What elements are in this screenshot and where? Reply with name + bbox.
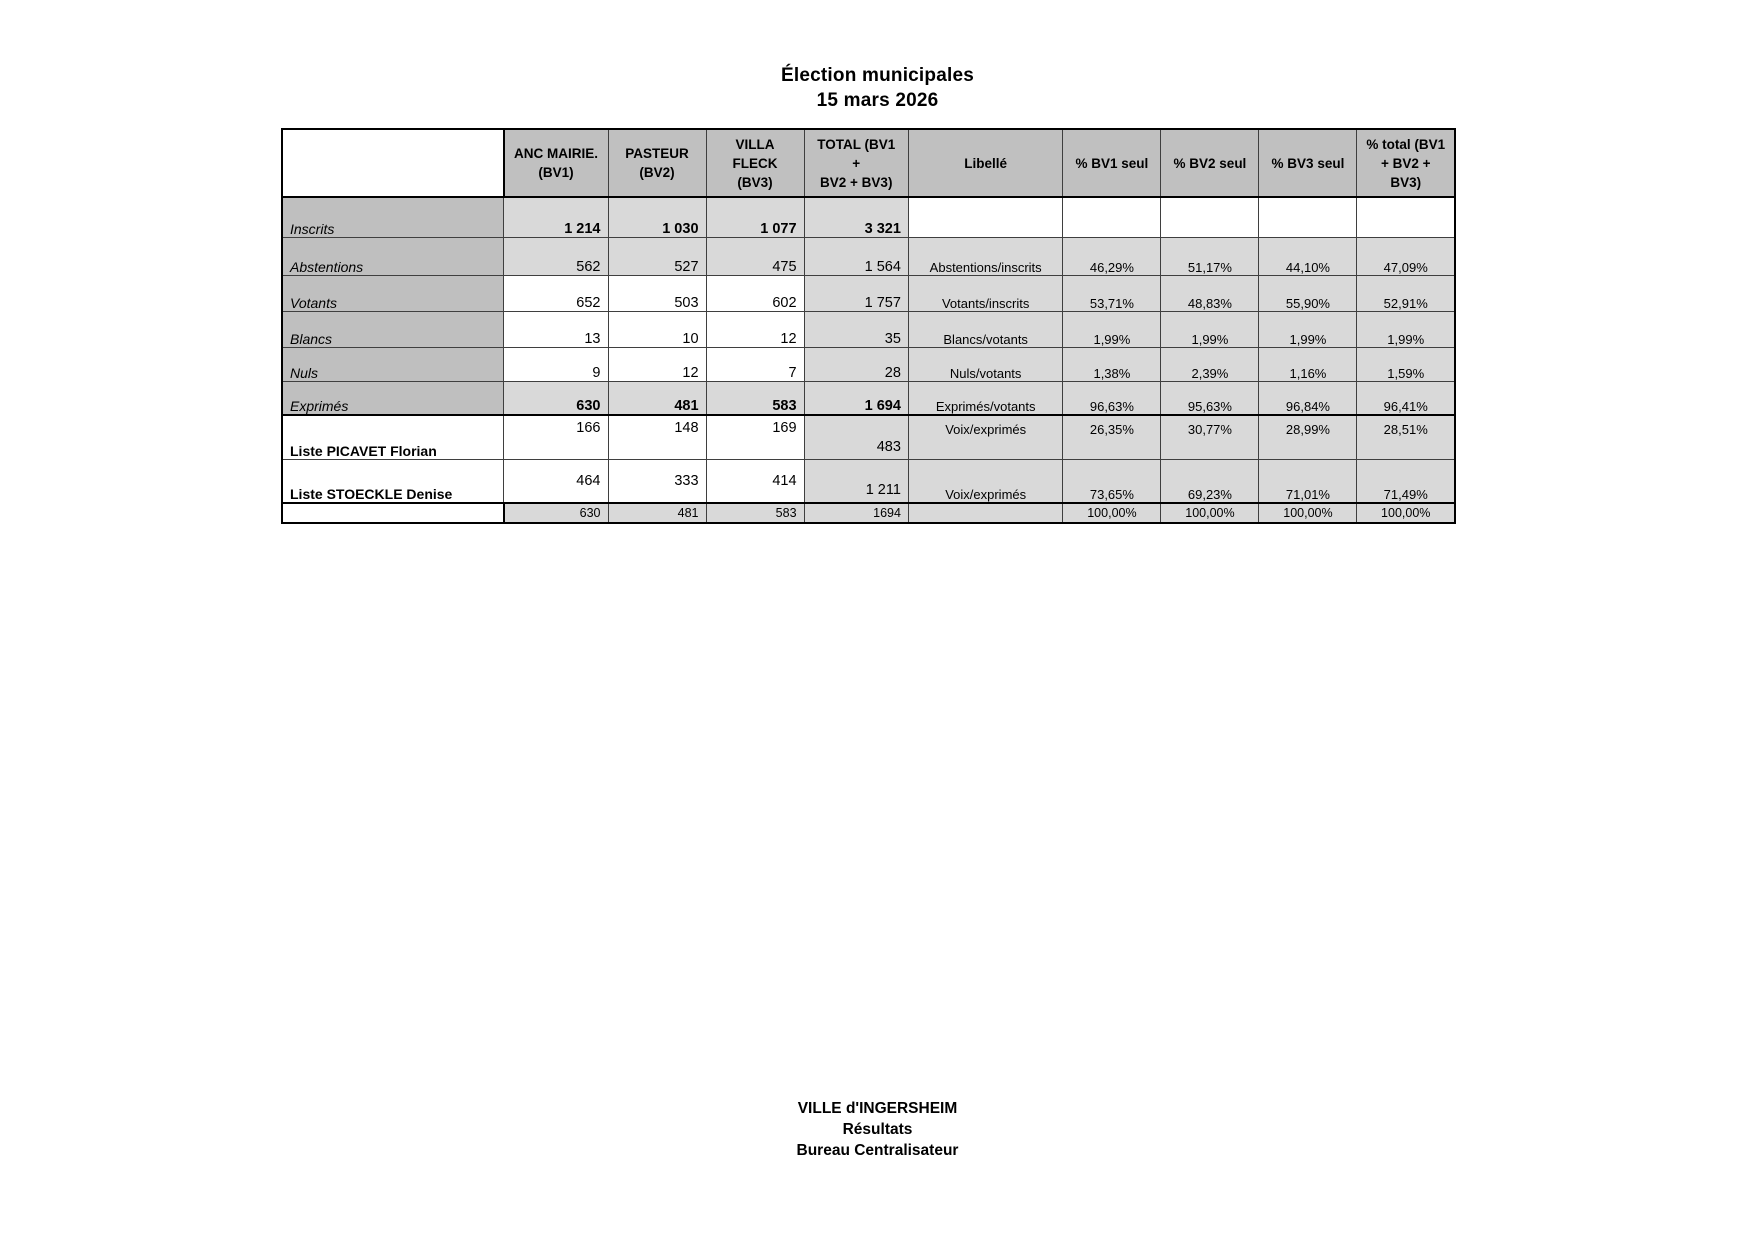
cell-votants-bv1: 652	[504, 275, 608, 311]
header-libelle: Libellé	[908, 129, 1062, 197]
cell-abstentions-pct-bv1: 46,29%	[1063, 237, 1161, 275]
header-bv1-line1: ANC MAIRIE.	[514, 146, 599, 161]
header-bv1	[504, 129, 608, 197]
table-row	[282, 415, 1455, 459]
table-row	[282, 381, 1455, 415]
table-row	[282, 311, 1455, 347]
cell-blancs-total: 35	[804, 311, 908, 347]
row-label-nuls: Nuls	[282, 347, 504, 381]
table-row	[282, 459, 1455, 503]
cell-liste1-pct-bv2: 30,77%	[1161, 415, 1259, 459]
cell-inscrits-bv1: 1 214	[504, 197, 608, 237]
cell-liste1-bv2: 148	[608, 415, 706, 459]
cell-liste2-pct-bv2: 69,23%	[1161, 459, 1259, 503]
cell-liste1-pct-total: 28,51%	[1357, 415, 1455, 459]
cell-exprimes-bv1: 630	[504, 381, 608, 415]
cell-inscrits-bv3: 1 077	[706, 197, 804, 237]
cell-sum-pct-bv3: 100,00%	[1259, 503, 1357, 523]
footer-line1: VILLE d'INGERSHEIM	[797, 1100, 958, 1117]
cell-liste2-pct-total: 71,49%	[1357, 459, 1455, 503]
row-label-inscrits: Inscrits	[282, 197, 504, 237]
cell-liste2-bv2: 333	[608, 459, 706, 503]
cell-blancs-pct-bv1: 1,99%	[1063, 311, 1161, 347]
header-bv2-line1: PASTEUR	[625, 146, 689, 161]
cell-abstentions-pct-total: 47,09%	[1357, 237, 1455, 275]
cell-votants-pct-total: 52,91%	[1357, 275, 1455, 311]
cell-nuls-libelle: Nuls/votants	[908, 347, 1062, 381]
cell-votants-total: 1 757	[804, 275, 908, 311]
cell-nuls-pct-bv3: 1,16%	[1259, 347, 1357, 381]
cell-votants-pct-bv1: 53,71%	[1063, 275, 1161, 311]
cell-liste2-total: 1 211	[804, 459, 908, 503]
cell-liste1-bv3: 169	[706, 415, 804, 459]
cell-sum-pct-bv1: 100,00%	[1063, 503, 1161, 523]
cell-exprimes-bv3: 583	[706, 381, 804, 415]
header-pct-total	[1357, 129, 1455, 197]
cell-inscrits-pct-bv3	[1259, 197, 1357, 237]
cell-abstentions-bv2: 527	[608, 237, 706, 275]
header-bv1-line2: (BV1)	[538, 165, 574, 180]
header-pct-bv3: % BV3 seul	[1259, 129, 1357, 197]
table-row	[282, 197, 1455, 237]
cell-liste2-bv3: 414	[706, 459, 804, 503]
header-bv3	[706, 129, 804, 197]
cell-sum-bv1: 630	[504, 503, 608, 523]
table-row	[282, 275, 1455, 311]
cell-liste1-libelle: Voix/exprimés	[908, 415, 1062, 459]
cell-votants-libelle: Votants/inscrits	[908, 275, 1062, 311]
cell-exprimes-pct-bv3: 96,84%	[1259, 381, 1357, 415]
cell-inscrits-bv2: 1 030	[608, 197, 706, 237]
cell-exprimes-pct-bv2: 95,63%	[1161, 381, 1259, 415]
header-blank	[282, 129, 504, 197]
cell-liste2-libelle: Voix/exprimés	[908, 459, 1062, 503]
cell-votants-pct-bv2: 48,83%	[1161, 275, 1259, 311]
header-pct-total-line2: + BV2 + BV3)	[1380, 155, 1431, 190]
cell-votants-bv2: 503	[608, 275, 706, 311]
header-total-line1: TOTAL (BV1 +	[817, 136, 896, 171]
cell-abstentions-pct-bv3: 44,10%	[1259, 237, 1357, 275]
cell-exprimes-pct-bv1: 96,63%	[1063, 381, 1161, 415]
cell-blancs-libelle: Blancs/votants	[908, 311, 1062, 347]
cell-inscrits-total: 3 321	[804, 197, 908, 237]
cell-liste1-pct-bv3: 28,99%	[1259, 415, 1357, 459]
cell-exprimes-libelle: Exprimés/votants	[908, 381, 1062, 415]
cell-nuls-pct-bv1: 1,38%	[1063, 347, 1161, 381]
table-row	[282, 237, 1455, 275]
page-footer	[0, 1098, 1755, 1161]
cell-liste2-pct-bv3: 71,01%	[1259, 459, 1357, 503]
cell-exprimes-total: 1 694	[804, 381, 908, 415]
cell-nuls-bv2: 12	[608, 347, 706, 381]
cell-sum-label	[282, 503, 504, 523]
footer-line2: Résultats	[842, 1121, 913, 1138]
header-pct-bv1: % BV1 seul	[1063, 129, 1161, 197]
cell-abstentions-total: 1 564	[804, 237, 908, 275]
cell-liste1-pct-bv1: 26,35%	[1063, 415, 1161, 459]
cell-blancs-bv3: 12	[706, 311, 804, 347]
cell-sum-libelle	[908, 503, 1062, 523]
cell-nuls-pct-bv2: 2,39%	[1161, 347, 1259, 381]
page-title-line1: Élection municipales	[781, 65, 974, 86]
page-title	[0, 63, 1755, 113]
header-bv2	[608, 129, 706, 197]
cell-inscrits-pct-bv1	[1063, 197, 1161, 237]
header-bv2-line2: (BV2)	[639, 165, 675, 180]
results-table-container	[281, 128, 1456, 524]
cell-votants-pct-bv3: 55,90%	[1259, 275, 1357, 311]
page-title-line2: 15 mars 2026	[816, 90, 939, 111]
cell-nuls-total: 28	[804, 347, 908, 381]
cell-liste2-bv1: 464	[504, 459, 608, 503]
cell-nuls-bv1: 9	[504, 347, 608, 381]
header-bv3-line2: (BV3)	[737, 174, 773, 190]
header-pct-bv2: % BV2 seul	[1161, 129, 1259, 197]
row-label-abstentions: Abstentions	[282, 237, 504, 275]
row-label-blancs: Blancs	[282, 311, 504, 347]
cell-liste1-total: 483	[804, 415, 908, 459]
cell-blancs-bv1: 13	[504, 311, 608, 347]
table-header-row	[282, 129, 1455, 197]
cell-exprimes-pct-total: 96,41%	[1357, 381, 1455, 415]
cell-blancs-pct-bv2: 1,99%	[1161, 311, 1259, 347]
cell-sum-pct-bv2: 100,00%	[1161, 503, 1259, 523]
cell-votants-bv3: 602	[706, 275, 804, 311]
cell-liste1-bv1: 166	[504, 415, 608, 459]
row-label-liste-stoeckle: Liste STOECKLE Denise	[282, 459, 504, 503]
cell-abstentions-libelle: Abstentions/inscrits	[908, 237, 1062, 275]
cell-sum-bv2: 481	[608, 503, 706, 523]
table-row	[282, 347, 1455, 381]
cell-abstentions-pct-bv2: 51,17%	[1161, 237, 1259, 275]
cell-blancs-pct-bv3: 1,99%	[1259, 311, 1357, 347]
header-total-line2: BV2 + BV3)	[820, 174, 893, 190]
results-table	[281, 128, 1456, 524]
cell-blancs-pct-total: 1,99%	[1357, 311, 1455, 347]
cell-blancs-bv2: 10	[608, 311, 706, 347]
cell-inscrits-pct-total	[1357, 197, 1455, 237]
header-pct-total-line1: % total (BV1	[1366, 136, 1446, 152]
cell-abstentions-bv1: 562	[504, 237, 608, 275]
row-label-liste-picavet: Liste PICAVET Florian	[282, 415, 504, 459]
cell-inscrits-pct-bv2	[1161, 197, 1259, 237]
cell-sum-total: 1694	[804, 503, 908, 523]
cell-exprimes-bv2: 481	[608, 381, 706, 415]
row-label-exprimes: Exprimés	[282, 381, 504, 415]
cell-abstentions-bv3: 475	[706, 237, 804, 275]
cell-liste2-pct-bv1: 73,65%	[1063, 459, 1161, 503]
cell-nuls-pct-total: 1,59%	[1357, 347, 1455, 381]
cell-sum-bv3: 583	[706, 503, 804, 523]
header-bv3-line1: VILLA FLECK	[732, 136, 778, 171]
footer-line3: Bureau Centralisateur	[796, 1142, 959, 1159]
header-total	[804, 129, 908, 197]
table-row-totals	[282, 503, 1455, 523]
cell-inscrits-libelle	[908, 197, 1062, 237]
cell-nuls-bv3: 7	[706, 347, 804, 381]
cell-sum-pct-total: 100,00%	[1357, 503, 1455, 523]
row-label-votants: Votants	[282, 275, 504, 311]
